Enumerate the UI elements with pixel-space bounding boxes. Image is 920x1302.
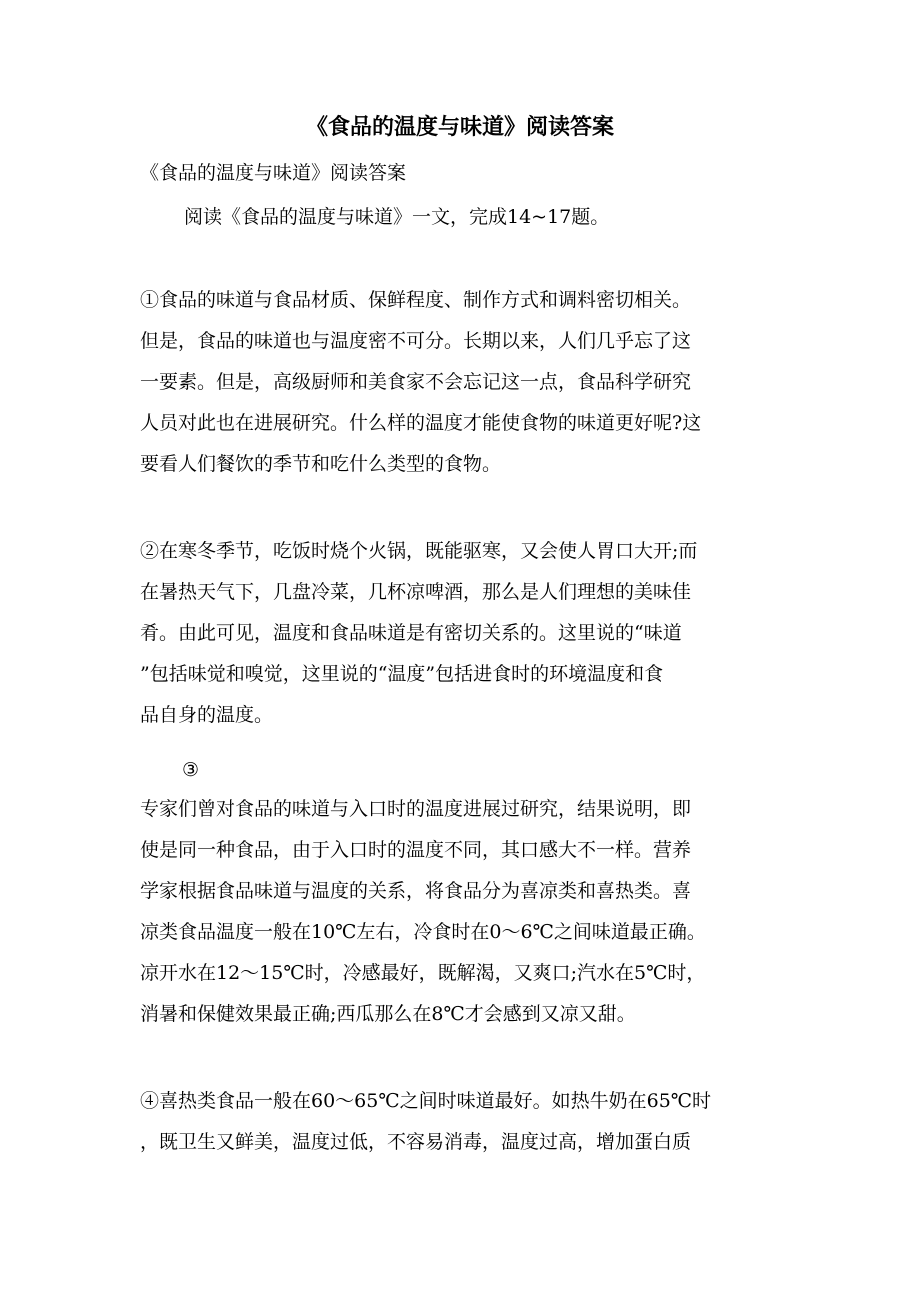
paragraph-2 [140,531,800,736]
paragraph-line: 在暑热天气下，几盘冷菜，几杯凉啤酒，那么是人们理想的美味佳 [140,581,692,603]
paragraph-line: 凉类食品温度一般在10℃左右，冷食时在0～6℃之间味道最正确。 [140,921,706,943]
paragraph-line: ①食品的味道与食品材质、保鲜程度、制作方式和调料密切相关。 [140,289,692,311]
paragraph-3-marker: ③ [182,759,200,781]
paragraph-line: ④喜热类食品一般在60～65℃之间时味道最好。如热牛奶在65℃时 [140,1090,712,1112]
document-subtitle: 《食品的温度与味道》阅读答案 [140,162,407,184]
intro-text: 阅读《食品的温度与味道》一文，完成14~17题。 [184,206,610,228]
paragraph-line: 使是同一种食品，由于入口时的温度不同，其口感大不一样。营养 [140,839,692,861]
paragraph-line: 肴。由此可见，温度和食品味道是有密切关系的。这里说的“味道 [140,622,682,644]
paragraph-line: 凉开水在12～15℃时，冷感最好，既解渴，又爽口;汽水在5℃时， [140,962,706,984]
paragraph-line: 一要素。但是，高级厨师和美食家不会忘记这一点，食品科学研究 [140,371,692,393]
paragraph-line: ，既卫生又鲜美，温度过低，不容易消毒，温度过高，增加蛋白质 [140,1131,692,1153]
paragraph-line: ”包括味觉和嗅觉，这里说的“温度”包括进食时的环境温度和食 [140,663,664,685]
paragraph-line: 品自身的温度。 [140,704,274,726]
paragraph-4 [140,1081,800,1163]
paragraph-line: 人员对此也在进展研究。什么样的温度才能使食物的味道更好呢?这 [140,412,702,434]
paragraph-line: 学家根据食品味道与温度的关系，将食品分为喜凉类和喜热类。喜 [140,880,692,902]
paragraph-line: ②在寒冬季节，吃饭时烧个火锅，既能驱寒，又会使人胃口大开;而 [140,540,698,562]
paragraph-1 [140,280,800,485]
paragraph-3 [140,789,800,1035]
paragraph-line: 要看人们餐饮的季节和吃什么类型的食物。 [140,453,502,475]
paragraph-line: 但是，食品的味道也与温度密不可分。长期以来，人们几乎忘了这 [140,330,692,352]
paragraph-line: 专家们曾对食品的味道与入口时的温度进展过研究，结果说明，即 [140,798,692,820]
document-title: 《食品的温度与味道》阅读答案 [305,114,614,140]
paragraph-line: 消暑和保健效果最正确;西瓜那么在8℃才会感到又凉又甜。 [140,1003,636,1025]
